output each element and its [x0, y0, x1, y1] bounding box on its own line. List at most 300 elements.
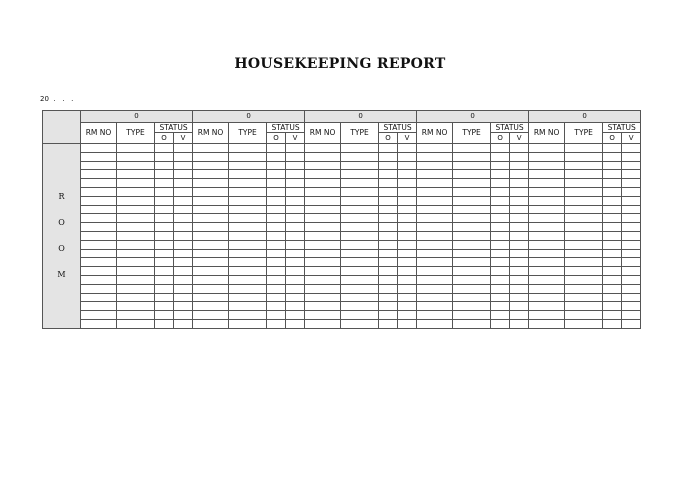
empty-cell[interactable] — [417, 214, 453, 223]
empty-cell[interactable] — [81, 196, 117, 205]
empty-cell[interactable] — [341, 275, 379, 284]
empty-cell[interactable] — [155, 258, 174, 267]
empty-cell[interactable] — [453, 267, 491, 276]
empty-cell[interactable] — [286, 144, 305, 153]
empty-cell[interactable] — [398, 205, 417, 214]
empty-cell[interactable] — [286, 179, 305, 188]
empty-cell[interactable] — [229, 152, 267, 161]
empty-cell[interactable] — [510, 161, 529, 170]
empty-cell[interactable] — [155, 293, 174, 302]
empty-cell[interactable] — [267, 293, 286, 302]
empty-cell[interactable] — [510, 231, 529, 240]
empty-cell[interactable] — [603, 152, 622, 161]
empty-cell[interactable] — [491, 293, 510, 302]
empty-cell[interactable] — [398, 187, 417, 196]
empty-cell[interactable] — [622, 170, 641, 179]
empty-cell[interactable] — [622, 187, 641, 196]
empty-cell[interactable] — [193, 249, 229, 258]
empty-cell[interactable] — [305, 319, 341, 328]
empty-cell[interactable] — [305, 240, 341, 249]
empty-cell[interactable] — [341, 196, 379, 205]
empty-cell[interactable] — [379, 214, 398, 223]
empty-cell[interactable] — [117, 144, 155, 153]
empty-cell[interactable] — [417, 231, 453, 240]
empty-cell[interactable] — [117, 284, 155, 293]
empty-cell[interactable] — [491, 223, 510, 232]
empty-cell[interactable] — [529, 205, 565, 214]
empty-cell[interactable] — [622, 223, 641, 232]
empty-cell[interactable] — [603, 214, 622, 223]
empty-cell[interactable] — [603, 223, 622, 232]
empty-cell[interactable] — [565, 152, 603, 161]
empty-cell[interactable] — [529, 152, 565, 161]
empty-cell[interactable] — [491, 161, 510, 170]
empty-cell[interactable] — [491, 258, 510, 267]
empty-cell[interactable] — [174, 293, 193, 302]
empty-cell[interactable] — [529, 161, 565, 170]
empty-cell[interactable] — [229, 249, 267, 258]
empty-cell[interactable] — [193, 170, 229, 179]
empty-cell[interactable] — [117, 319, 155, 328]
empty-cell[interactable] — [417, 302, 453, 311]
empty-cell[interactable] — [510, 302, 529, 311]
empty-cell[interactable] — [81, 311, 117, 320]
empty-cell[interactable] — [229, 258, 267, 267]
empty-cell[interactable] — [565, 240, 603, 249]
empty-cell[interactable] — [603, 205, 622, 214]
empty-cell[interactable] — [174, 223, 193, 232]
empty-cell[interactable] — [229, 231, 267, 240]
empty-cell[interactable] — [417, 205, 453, 214]
empty-cell[interactable] — [379, 144, 398, 153]
empty-cell[interactable] — [174, 302, 193, 311]
empty-cell[interactable] — [529, 319, 565, 328]
empty-cell[interactable] — [529, 196, 565, 205]
empty-cell[interactable] — [398, 161, 417, 170]
empty-cell[interactable] — [398, 240, 417, 249]
empty-cell[interactable] — [379, 293, 398, 302]
empty-cell[interactable] — [510, 275, 529, 284]
empty-cell[interactable] — [193, 214, 229, 223]
empty-cell[interactable] — [229, 196, 267, 205]
empty-cell[interactable] — [453, 293, 491, 302]
empty-cell[interactable] — [286, 293, 305, 302]
empty-cell[interactable] — [417, 249, 453, 258]
empty-cell[interactable] — [267, 179, 286, 188]
empty-cell[interactable] — [81, 302, 117, 311]
empty-cell[interactable] — [117, 187, 155, 196]
empty-cell[interactable] — [229, 302, 267, 311]
empty-cell[interactable] — [398, 196, 417, 205]
empty-cell[interactable] — [155, 223, 174, 232]
empty-cell[interactable] — [510, 152, 529, 161]
empty-cell[interactable] — [417, 170, 453, 179]
empty-cell[interactable] — [417, 161, 453, 170]
empty-cell[interactable] — [193, 284, 229, 293]
empty-cell[interactable] — [155, 179, 174, 188]
empty-cell[interactable] — [229, 267, 267, 276]
empty-cell[interactable] — [267, 275, 286, 284]
empty-cell[interactable] — [603, 284, 622, 293]
empty-cell[interactable] — [117, 275, 155, 284]
empty-cell[interactable] — [229, 179, 267, 188]
empty-cell[interactable] — [267, 214, 286, 223]
empty-cell[interactable] — [453, 223, 491, 232]
empty-cell[interactable] — [453, 144, 491, 153]
empty-cell[interactable] — [286, 311, 305, 320]
empty-cell[interactable] — [510, 179, 529, 188]
empty-cell[interactable] — [305, 258, 341, 267]
empty-cell[interactable] — [379, 258, 398, 267]
empty-cell[interactable] — [379, 249, 398, 258]
empty-cell[interactable] — [193, 187, 229, 196]
empty-cell[interactable] — [174, 144, 193, 153]
empty-cell[interactable] — [305, 284, 341, 293]
empty-cell[interactable] — [267, 319, 286, 328]
empty-cell[interactable] — [155, 311, 174, 320]
empty-cell[interactable] — [193, 179, 229, 188]
empty-cell[interactable] — [565, 223, 603, 232]
empty-cell[interactable] — [155, 161, 174, 170]
empty-cell[interactable] — [117, 214, 155, 223]
empty-cell[interactable] — [603, 170, 622, 179]
empty-cell[interactable] — [341, 240, 379, 249]
empty-cell[interactable] — [565, 267, 603, 276]
empty-cell[interactable] — [193, 205, 229, 214]
empty-cell[interactable] — [117, 223, 155, 232]
empty-cell[interactable] — [117, 170, 155, 179]
empty-cell[interactable] — [81, 231, 117, 240]
empty-cell[interactable] — [529, 267, 565, 276]
empty-cell[interactable] — [81, 293, 117, 302]
empty-cell[interactable] — [565, 302, 603, 311]
empty-cell[interactable] — [305, 311, 341, 320]
empty-cell[interactable] — [510, 196, 529, 205]
empty-cell[interactable] — [622, 284, 641, 293]
empty-cell[interactable] — [117, 258, 155, 267]
empty-cell[interactable] — [398, 267, 417, 276]
empty-cell[interactable] — [379, 170, 398, 179]
empty-cell[interactable] — [117, 205, 155, 214]
empty-cell[interactable] — [622, 196, 641, 205]
empty-cell[interactable] — [155, 196, 174, 205]
empty-cell[interactable] — [491, 284, 510, 293]
empty-cell[interactable] — [286, 302, 305, 311]
empty-cell[interactable] — [417, 267, 453, 276]
empty-cell[interactable] — [453, 240, 491, 249]
empty-cell[interactable] — [565, 319, 603, 328]
empty-cell[interactable] — [529, 293, 565, 302]
empty-cell[interactable] — [398, 258, 417, 267]
empty-cell[interactable] — [417, 293, 453, 302]
empty-cell[interactable] — [603, 293, 622, 302]
empty-cell[interactable] — [286, 152, 305, 161]
empty-cell[interactable] — [286, 240, 305, 249]
empty-cell[interactable] — [453, 170, 491, 179]
empty-cell[interactable] — [81, 161, 117, 170]
empty-cell[interactable] — [398, 249, 417, 258]
empty-cell[interactable] — [193, 311, 229, 320]
empty-cell[interactable] — [398, 144, 417, 153]
empty-cell[interactable] — [565, 284, 603, 293]
empty-cell[interactable] — [305, 144, 341, 153]
empty-cell[interactable] — [81, 170, 117, 179]
empty-cell[interactable] — [417, 284, 453, 293]
empty-cell[interactable] — [155, 170, 174, 179]
empty-cell[interactable] — [510, 144, 529, 153]
empty-cell[interactable] — [155, 284, 174, 293]
empty-cell[interactable] — [565, 161, 603, 170]
empty-cell[interactable] — [286, 231, 305, 240]
empty-cell[interactable] — [565, 196, 603, 205]
empty-cell[interactable] — [453, 196, 491, 205]
empty-cell[interactable] — [267, 152, 286, 161]
empty-cell[interactable] — [81, 144, 117, 153]
empty-cell[interactable] — [417, 240, 453, 249]
empty-cell[interactable] — [510, 267, 529, 276]
empty-cell[interactable] — [603, 311, 622, 320]
empty-cell[interactable] — [491, 319, 510, 328]
empty-cell[interactable] — [417, 258, 453, 267]
empty-cell[interactable] — [193, 293, 229, 302]
empty-cell[interactable] — [267, 231, 286, 240]
empty-cell[interactable] — [193, 223, 229, 232]
empty-cell[interactable] — [379, 240, 398, 249]
empty-cell[interactable] — [603, 275, 622, 284]
empty-cell[interactable] — [174, 196, 193, 205]
empty-cell[interactable] — [510, 258, 529, 267]
empty-cell[interactable] — [305, 231, 341, 240]
empty-cell[interactable] — [398, 231, 417, 240]
empty-cell[interactable] — [341, 214, 379, 223]
empty-cell[interactable] — [453, 179, 491, 188]
empty-cell[interactable] — [565, 249, 603, 258]
empty-cell[interactable] — [286, 249, 305, 258]
empty-cell[interactable] — [565, 231, 603, 240]
empty-cell[interactable] — [305, 302, 341, 311]
empty-cell[interactable] — [453, 319, 491, 328]
empty-cell[interactable] — [622, 249, 641, 258]
empty-cell[interactable] — [603, 196, 622, 205]
empty-cell[interactable] — [305, 152, 341, 161]
empty-cell[interactable] — [305, 161, 341, 170]
empty-cell[interactable] — [622, 275, 641, 284]
empty-cell[interactable] — [417, 275, 453, 284]
empty-cell[interactable] — [267, 302, 286, 311]
empty-cell[interactable] — [565, 293, 603, 302]
empty-cell[interactable] — [379, 196, 398, 205]
empty-cell[interactable] — [267, 258, 286, 267]
empty-cell[interactable] — [510, 311, 529, 320]
empty-cell[interactable] — [174, 152, 193, 161]
empty-cell[interactable] — [529, 170, 565, 179]
empty-cell[interactable] — [491, 187, 510, 196]
empty-cell[interactable] — [193, 196, 229, 205]
empty-cell[interactable] — [622, 205, 641, 214]
empty-cell[interactable] — [155, 187, 174, 196]
empty-cell[interactable] — [491, 170, 510, 179]
empty-cell[interactable] — [174, 179, 193, 188]
empty-cell[interactable] — [117, 161, 155, 170]
empty-cell[interactable] — [379, 275, 398, 284]
empty-cell[interactable] — [398, 319, 417, 328]
empty-cell[interactable] — [603, 267, 622, 276]
empty-cell[interactable] — [398, 179, 417, 188]
empty-cell[interactable] — [453, 284, 491, 293]
empty-cell[interactable] — [529, 284, 565, 293]
empty-cell[interactable] — [81, 284, 117, 293]
empty-cell[interactable] — [193, 144, 229, 153]
empty-cell[interactable] — [453, 152, 491, 161]
empty-cell[interactable] — [267, 170, 286, 179]
empty-cell[interactable] — [529, 144, 565, 153]
empty-cell[interactable] — [491, 231, 510, 240]
empty-cell[interactable] — [622, 319, 641, 328]
empty-cell[interactable] — [193, 258, 229, 267]
empty-cell[interactable] — [155, 231, 174, 240]
empty-cell[interactable] — [155, 240, 174, 249]
empty-cell[interactable] — [379, 161, 398, 170]
empty-cell[interactable] — [529, 249, 565, 258]
empty-cell[interactable] — [491, 196, 510, 205]
empty-cell[interactable] — [453, 231, 491, 240]
empty-cell[interactable] — [622, 258, 641, 267]
empty-cell[interactable] — [193, 152, 229, 161]
empty-cell[interactable] — [417, 311, 453, 320]
empty-cell[interactable] — [267, 284, 286, 293]
empty-cell[interactable] — [491, 249, 510, 258]
empty-cell[interactable] — [341, 311, 379, 320]
empty-cell[interactable] — [379, 179, 398, 188]
empty-cell[interactable] — [565, 144, 603, 153]
empty-cell[interactable] — [305, 267, 341, 276]
empty-cell[interactable] — [81, 267, 117, 276]
empty-cell[interactable] — [565, 170, 603, 179]
empty-cell[interactable] — [491, 302, 510, 311]
empty-cell[interactable] — [267, 267, 286, 276]
empty-cell[interactable] — [379, 267, 398, 276]
empty-cell[interactable] — [117, 249, 155, 258]
empty-cell[interactable] — [267, 196, 286, 205]
empty-cell[interactable] — [286, 196, 305, 205]
empty-cell[interactable] — [174, 231, 193, 240]
empty-cell[interactable] — [417, 319, 453, 328]
empty-cell[interactable] — [603, 144, 622, 153]
empty-cell[interactable] — [286, 205, 305, 214]
empty-cell[interactable] — [193, 302, 229, 311]
empty-cell[interactable] — [117, 231, 155, 240]
empty-cell[interactable] — [510, 170, 529, 179]
empty-cell[interactable] — [286, 214, 305, 223]
empty-cell[interactable] — [341, 223, 379, 232]
empty-cell[interactable] — [417, 196, 453, 205]
empty-cell[interactable] — [267, 187, 286, 196]
empty-cell[interactable] — [267, 311, 286, 320]
empty-cell[interactable] — [622, 231, 641, 240]
empty-cell[interactable] — [117, 267, 155, 276]
empty-cell[interactable] — [81, 187, 117, 196]
empty-cell[interactable] — [398, 293, 417, 302]
empty-cell[interactable] — [453, 275, 491, 284]
empty-cell[interactable] — [341, 319, 379, 328]
empty-cell[interactable] — [510, 240, 529, 249]
empty-cell[interactable] — [229, 240, 267, 249]
empty-cell[interactable] — [453, 161, 491, 170]
empty-cell[interactable] — [286, 223, 305, 232]
empty-cell[interactable] — [341, 302, 379, 311]
empty-cell[interactable] — [565, 258, 603, 267]
empty-cell[interactable] — [155, 152, 174, 161]
empty-cell[interactable] — [417, 144, 453, 153]
empty-cell[interactable] — [622, 144, 641, 153]
empty-cell[interactable] — [341, 170, 379, 179]
empty-cell[interactable] — [174, 284, 193, 293]
empty-cell[interactable] — [379, 319, 398, 328]
empty-cell[interactable] — [267, 223, 286, 232]
empty-cell[interactable] — [603, 240, 622, 249]
empty-cell[interactable] — [305, 196, 341, 205]
empty-cell[interactable] — [305, 293, 341, 302]
empty-cell[interactable] — [529, 302, 565, 311]
empty-cell[interactable] — [341, 249, 379, 258]
empty-cell[interactable] — [305, 223, 341, 232]
empty-cell[interactable] — [229, 187, 267, 196]
empty-cell[interactable] — [341, 187, 379, 196]
empty-cell[interactable] — [229, 170, 267, 179]
empty-cell[interactable] — [174, 311, 193, 320]
empty-cell[interactable] — [529, 231, 565, 240]
empty-cell[interactable] — [341, 284, 379, 293]
empty-cell[interactable] — [341, 205, 379, 214]
empty-cell[interactable] — [491, 205, 510, 214]
empty-cell[interactable] — [565, 205, 603, 214]
empty-cell[interactable] — [286, 187, 305, 196]
empty-cell[interactable] — [286, 170, 305, 179]
empty-cell[interactable] — [379, 311, 398, 320]
empty-cell[interactable] — [193, 161, 229, 170]
empty-cell[interactable] — [305, 249, 341, 258]
empty-cell[interactable] — [565, 311, 603, 320]
empty-cell[interactable] — [155, 319, 174, 328]
empty-cell[interactable] — [174, 267, 193, 276]
empty-cell[interactable] — [155, 214, 174, 223]
empty-cell[interactable] — [379, 223, 398, 232]
empty-cell[interactable] — [453, 249, 491, 258]
empty-cell[interactable] — [510, 293, 529, 302]
empty-cell[interactable] — [81, 258, 117, 267]
empty-cell[interactable] — [510, 249, 529, 258]
empty-cell[interactable] — [491, 179, 510, 188]
empty-cell[interactable] — [229, 319, 267, 328]
empty-cell[interactable] — [117, 302, 155, 311]
empty-cell[interactable] — [174, 258, 193, 267]
empty-cell[interactable] — [286, 319, 305, 328]
empty-cell[interactable] — [155, 275, 174, 284]
empty-cell[interactable] — [379, 205, 398, 214]
empty-cell[interactable] — [565, 275, 603, 284]
empty-cell[interactable] — [529, 240, 565, 249]
empty-cell[interactable] — [417, 152, 453, 161]
empty-cell[interactable] — [117, 179, 155, 188]
empty-cell[interactable] — [267, 161, 286, 170]
empty-cell[interactable] — [622, 302, 641, 311]
empty-cell[interactable] — [81, 319, 117, 328]
empty-cell[interactable] — [453, 214, 491, 223]
empty-cell[interactable] — [193, 267, 229, 276]
empty-cell[interactable] — [286, 161, 305, 170]
empty-cell[interactable] — [603, 187, 622, 196]
empty-cell[interactable] — [286, 267, 305, 276]
